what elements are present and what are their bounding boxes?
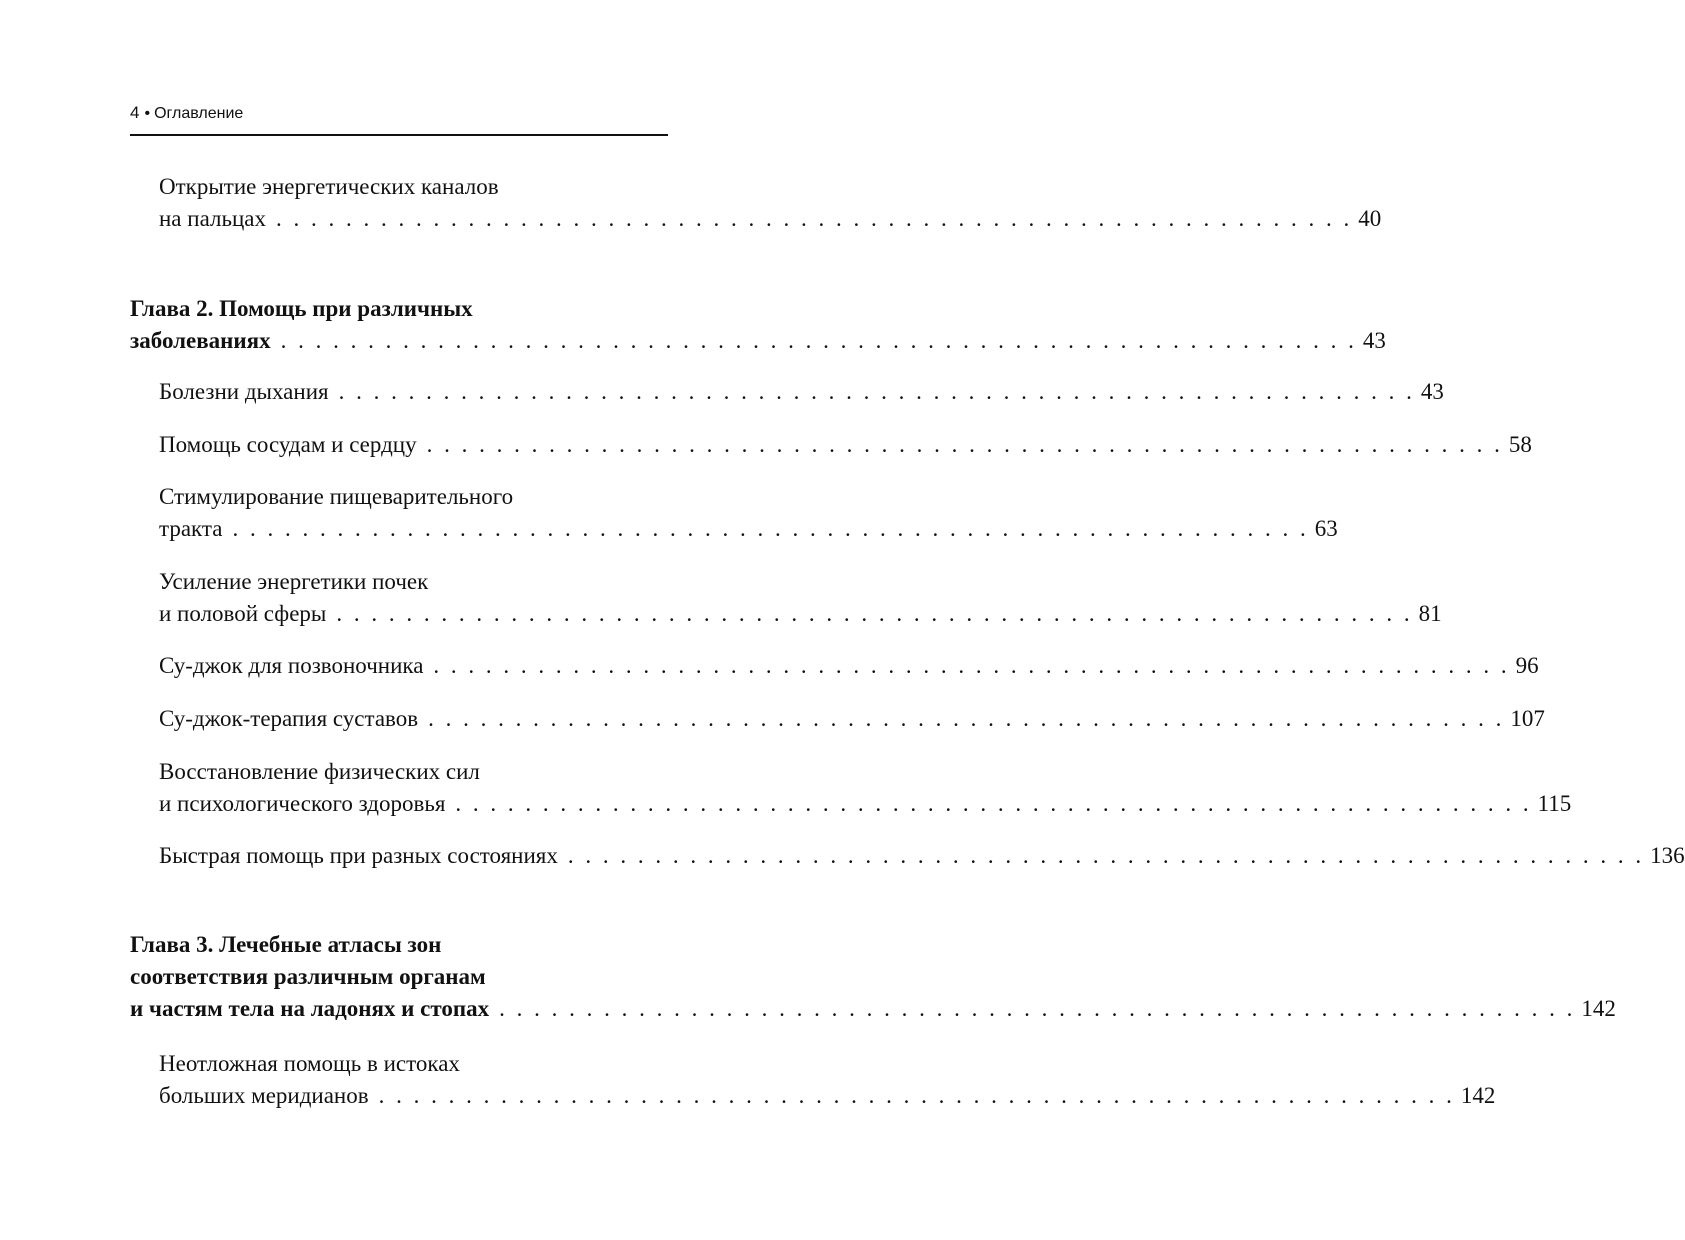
toc-page-number: 58 bbox=[1508, 432, 1532, 457]
toc-entry[interactable] bbox=[159, 756, 1572, 820]
toc-entry-text: на пальцах bbox=[159, 206, 266, 231]
toc-entry[interactable] bbox=[159, 1048, 1496, 1112]
dot-leader: . . . . . . . . . . . . . . . . . . . . . . . . . . . . . . . . . . . . . . . . . . . . . . . . . . . . . . . . . . . . . . bbox=[232, 516, 1309, 541]
toc-entry-text: и частям тела на ладонях и стопах bbox=[130, 996, 490, 1021]
dot-leader: . . . . . . . . . . . . . . . . . . . . . . . . . . . . . . . . . . . . . . . . . . . . . . . . . . . . . . . . . . . . . . bbox=[378, 1083, 1455, 1108]
bullet-separator: • bbox=[144, 105, 151, 122]
dot-leader: . . . . . . . . . . . . . . . . . . . . . . . . . . . . . . . . . . . . . . . . . . . . . . . . . . . . . . . . . . . . . . bbox=[336, 601, 1413, 626]
toc-entry[interactable] bbox=[159, 566, 1442, 630]
toc-page-number: 63 bbox=[1314, 516, 1338, 541]
toc-page-number: 40 bbox=[1358, 206, 1382, 231]
toc-entry[interactable] bbox=[159, 429, 1532, 461]
toc-entry[interactable] bbox=[159, 840, 1685, 872]
dot-leader: . . . . . . . . . . . . . . . . . . . . . . . . . . . . . . . . . . . . . . . . . . . . . . . . . . . . . . . . . . . . . . bbox=[455, 791, 1532, 816]
toc-page-number: 142 bbox=[1460, 1083, 1496, 1108]
toc-page-number: 107 bbox=[1510, 706, 1545, 731]
toc-page-number: 136 bbox=[1650, 843, 1685, 868]
dot-leader: . . . . . . . . . . . . . . . . . . . . . . . . . . . . . . . . . . . . . . . . . . . . . . . . . . . . . . . . . . . . . . bbox=[433, 653, 1510, 678]
toc-chapter-entry[interactable] bbox=[130, 929, 1616, 1025]
toc-entry-text: и психологического здоровья bbox=[159, 791, 446, 816]
toc-entry[interactable] bbox=[159, 650, 1539, 682]
toc-page-number: 81 bbox=[1418, 601, 1442, 626]
dot-leader: . . . . . . . . . . . . . . . . . . . . . . . . . . . . . . . . . . . . . . . . . . . . . . . . . . . . . . . . . . . . . . bbox=[567, 843, 1645, 868]
dot-leader: . . . . . . . . . . . . . . . . . . . . . . . . . . . . . . . . . . . . . . . . . . . . . . . . . . . . . . . . . . . . . . bbox=[426, 432, 1503, 457]
toc-entry[interactable] bbox=[159, 376, 1444, 408]
toc-entry-text: и половой сферы bbox=[159, 601, 327, 626]
toc-entry-text: Стимулирование пищеварительного bbox=[159, 484, 514, 509]
dot-leader: . . . . . . . . . . . . . . . . . . . . . . . . . . . . . . . . . . . . . . . . . . . . . . . . . . . . . . . . . . . . . . bbox=[428, 706, 1505, 731]
toc-entry-text: Быстрая помощь при разных состояниях bbox=[159, 843, 558, 868]
toc-chapter-entry[interactable] bbox=[130, 293, 1386, 357]
toc-entry-text: Су-джок для позвоночника bbox=[159, 653, 424, 678]
toc-entry-text: Су-джок-терапия суставов bbox=[159, 706, 419, 731]
toc-entry[interactable] bbox=[159, 171, 1382, 235]
toc-page-number: 43 bbox=[1420, 379, 1444, 404]
dot-leader: . . . . . . . . . . . . . . . . . . . . . . . . . . . . . . . . . . . . . . . . . . . . . . . . . . . . . . . . . . . . . . bbox=[338, 379, 1415, 404]
dot-leader: . . . . . . . . . . . . . . . . . . . . . . . . . . . . . . . . . . . . . . . . . . . . . . . . . . . . . . . . . . . . . . bbox=[275, 206, 1353, 231]
toc-entry-text: Усиление энергетики почек bbox=[159, 569, 429, 594]
toc-entry-text: Восстановление физических сил bbox=[159, 759, 480, 784]
running-head-title: Оглавление bbox=[154, 105, 244, 122]
toc-entry-text: больших меридианов bbox=[159, 1083, 369, 1108]
toc-entry-text: Болезни дыхания bbox=[159, 379, 329, 404]
toc-entry[interactable] bbox=[159, 703, 1545, 735]
dot-leader: . . . . . . . . . . . . . . . . . . . . . . . . . . . . . . . . . . . . . . . . . . . . . . . . . . . . . . . . . . . . . . bbox=[280, 328, 1357, 353]
toc-entry-text: Глава 2. Помощь при различных bbox=[130, 296, 473, 321]
toc-page-number: 142 bbox=[1581, 996, 1616, 1021]
toc-entry-text: Помощь сосудам и сердцу bbox=[159, 432, 417, 457]
page-number: 4 bbox=[130, 103, 140, 122]
toc-entry[interactable] bbox=[159, 481, 1338, 545]
header-rule bbox=[130, 134, 668, 136]
running-head bbox=[130, 103, 668, 123]
toc-entry-text: тракта bbox=[159, 516, 223, 541]
toc-entry-text: соответствия различным органам bbox=[130, 964, 486, 989]
toc-page-number: 96 bbox=[1515, 653, 1539, 678]
dot-leader: . . . . . . . . . . . . . . . . . . . . . . . . . . . . . . . . . . . . . . . . . . . . . . . . . . . . . . . . . . . . . . bbox=[499, 996, 1576, 1021]
toc-entry-text: Глава 3. Лечебные атласы зон bbox=[130, 932, 442, 957]
toc-entry-text: Неотложная помощь в истоках bbox=[159, 1051, 460, 1076]
toc-entry-text: заболеваниях bbox=[130, 328, 271, 353]
toc-page-number: 115 bbox=[1537, 791, 1572, 816]
toc-page-number: 43 bbox=[1362, 328, 1386, 353]
toc-entry-text: Открытие энергетических каналов bbox=[159, 174, 499, 199]
